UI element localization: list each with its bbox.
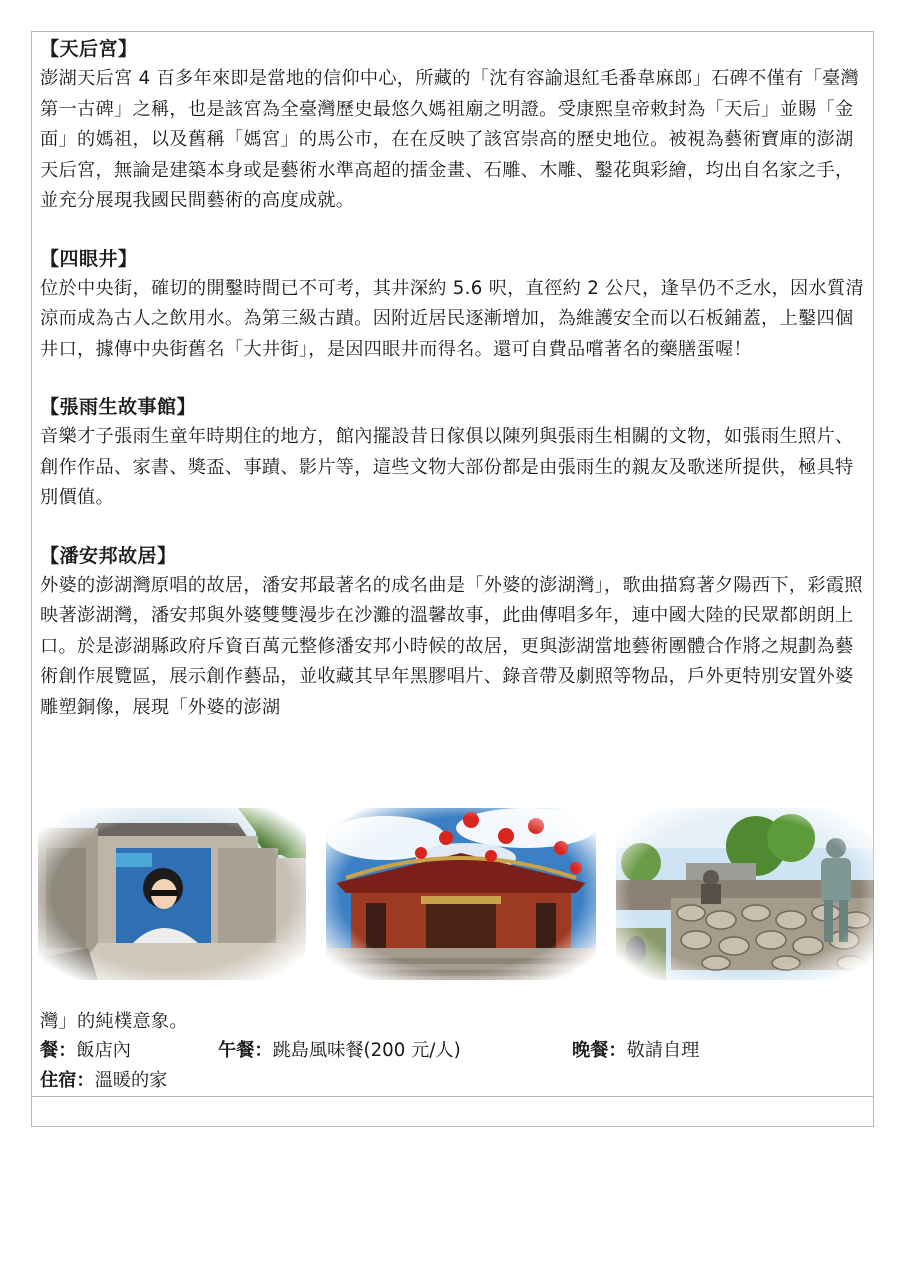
section-title: 【四眼井】	[40, 247, 138, 270]
photo-strip	[38, 808, 874, 983]
stay-value: 溫暖的家	[94, 1070, 168, 1091]
section-body: 外婆的澎湖灣原唱的故居，潘安邦最著名的成名曲是「外婆的澎湖灣」，歌曲描寫著夕陽西下，彩霞照映著澎湖灣，潘安邦與外婆雙雙漫步在沙灘的溫馨故事，此曲傳唱多年，連中國大陸的民眾都朗朗上口。於是澎湖縣政府斥資百萬元整修潘安邦小時候的故居，更與澎湖當地藝術團體合作將之規劃為藝術創作展覽區，展示創作藝品，並收藏其早年黑膠唱片、錄音帶及劇照等物品，戶外更特別安置外婆雕塑銅像，展現「外婆的澎湖	[40, 574, 863, 718]
bottom-divider	[31, 1096, 874, 1097]
meal-label: 餐：	[40, 1040, 77, 1061]
section-title: 【天后宮】	[40, 38, 138, 60]
stay-label: 住宿：	[40, 1070, 95, 1091]
section-pan-an-bang-residence	[40, 541, 865, 724]
continuation-text	[40, 1007, 865, 1037]
photo-grandma-statue	[616, 808, 874, 980]
dinner-value: 敬請自理	[626, 1040, 700, 1061]
meal-lunch	[218, 1036, 461, 1066]
section-title: 【潘安邦故居】	[40, 544, 177, 567]
section-chang-yu-sheng-museum	[40, 392, 865, 514]
lunch-value: 跳島風味餐(200 元/人)	[272, 1040, 461, 1061]
continuation-line: 灣」的純樸意象。	[40, 1011, 188, 1032]
section-tianhou-temple	[40, 34, 865, 217]
meal-breakfast	[40, 1036, 131, 1066]
meal-dinner	[572, 1036, 699, 1066]
meal-value: 飯店內	[76, 1040, 131, 1061]
dinner-label: 晚餐：	[572, 1040, 627, 1061]
section-four-eye-well	[40, 244, 865, 366]
section-title: 【張雨生故事館】	[40, 396, 197, 418]
section-body: 位於中央街，確切的開鑿時間已不可考，其井深約 5.6 呎，直徑約 2 公尺，逢旱仍不乏水，因水質清涼而成為古人之飲用水。為第三級古蹟。因附近居民逐漸增加，為維護安全而以石板鋪蓋，上鑿四個井口，據傳中央街舊名「大井街」，是因四眼井而得名。還可自費品嚐著名的藥膳蛋喔！	[40, 277, 865, 360]
itinerary-content	[40, 34, 865, 750]
section-body: 音樂才子張雨生童年時期住的地方，館內擺設昔日傢俱以陳列與張雨生相關的文物，如張雨生照片、創作作品、家書、獎盃、事蹟、影片等，這些文物大部份都是由張雨生的親友及歌迷所提供，極具特別價值。	[40, 426, 854, 508]
meals-and-lodging	[40, 1036, 865, 1096]
lodging	[40, 1066, 167, 1096]
photo-mural-alley	[38, 808, 306, 980]
photo-tianhou-temple	[326, 808, 596, 980]
lunch-label: 午餐：	[218, 1040, 273, 1061]
section-body: 澎湖天后宮 4 百多年來即是當地的信仰中心，所藏的「沈有容諭退紅毛番韋麻郎」石碑不僅有「臺灣第一古碑」之稱，也是該宮為全臺灣歷史最悠久媽祖廟之明證。受康熙皇帝敕封為「天后」並賜「金面」的媽祖，以及舊稱「媽宮」的馬公市，在在反映了該宮崇高的歷史地位。被視為藝術寶庫的澎湖天后宮，無論是建築本身或是藝術水準高超的擂金畫、石雕、木雕、鑿花與彩繪，均出自名家之手，並充分展現我國民間藝術的高度成就。	[40, 68, 859, 211]
